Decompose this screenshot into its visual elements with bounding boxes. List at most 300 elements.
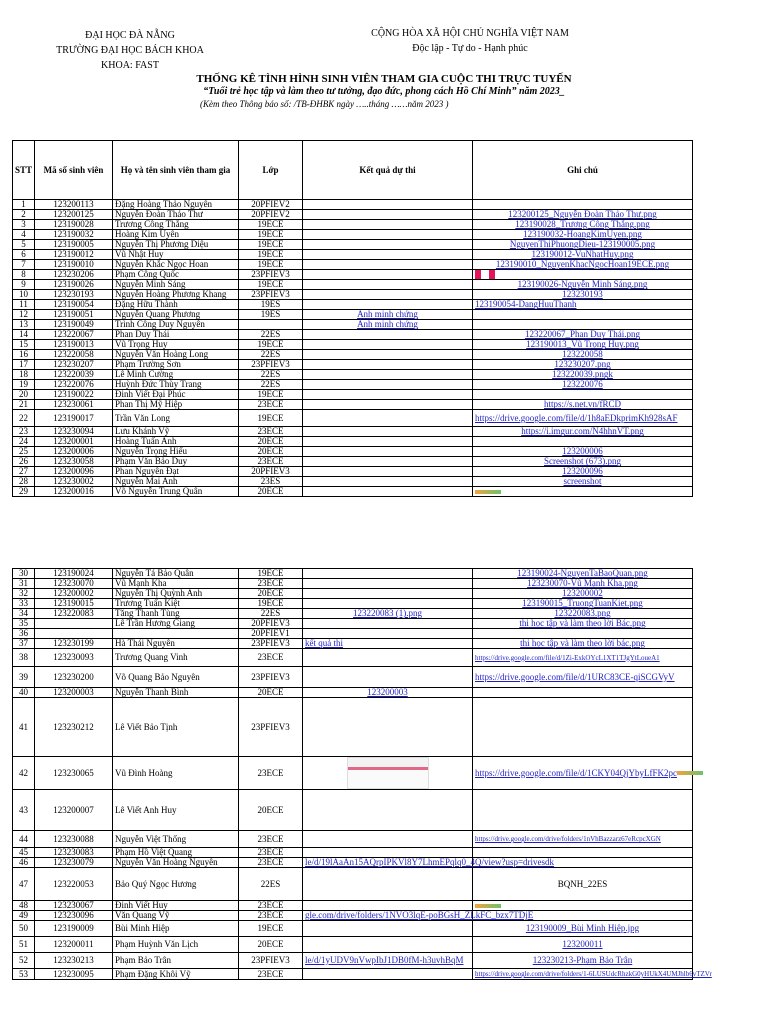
- cell-text: 10: [19, 289, 28, 300]
- country-name: CỘNG HÒA XÃ HỘI CHỦ NGHĨA VIỆT NAM: [371, 28, 569, 39]
- cell-text: Phan Thị Mỹ Hiệp: [115, 399, 183, 410]
- row-stt: [13, 487, 35, 497]
- row-note[interactable]: [473, 619, 693, 629]
- cell-text: 123230213: [53, 955, 94, 965]
- cell-text: 20: [19, 389, 28, 400]
- row-note: [473, 200, 693, 210]
- row-class: [239, 599, 303, 609]
- row-student-name: [113, 410, 239, 427]
- cell-text: 20PFIEV1: [251, 628, 290, 638]
- row-result: [303, 360, 473, 370]
- row-class: [239, 330, 303, 340]
- cell-text: 2: [21, 209, 26, 219]
- row-student-id: [35, 579, 113, 589]
- cell-text: 123190051: [53, 309, 94, 320]
- attachment-link[interactable]: 123190026-Nguyễn Minh Sáng.png: [517, 279, 648, 290]
- row-student-name: [113, 220, 239, 230]
- row-student-id: [35, 790, 113, 831]
- row-note[interactable]: [473, 360, 693, 370]
- row-student-id: [35, 901, 113, 911]
- cell-text: 123200113: [53, 199, 94, 209]
- row-student-id: [35, 230, 113, 240]
- cell-text: 22ES: [260, 379, 281, 390]
- row-note[interactable]: [473, 477, 693, 487]
- cell-text: 43: [19, 804, 28, 815]
- row-student-id: [35, 220, 113, 230]
- document-subtitle: “Tuổi trẻ học tập và làm theo tư tưởng, đạo đức, phong cách Hồ Chí Minh” năm 2023_: [203, 86, 565, 97]
- table-row: [13, 599, 693, 609]
- row-class: [239, 937, 303, 953]
- cell-text: 123230070: [53, 578, 94, 588]
- row-note: [473, 320, 693, 330]
- row-note[interactable]: [473, 300, 693, 310]
- row-student-id: [35, 457, 113, 467]
- cell-text: 51: [19, 939, 28, 949]
- row-note[interactable]: [473, 667, 693, 688]
- attachment-link[interactable]: thi học tập và làm theo lời bác.png: [520, 638, 645, 648]
- cell-text: Nguyễn Mai Anh: [115, 476, 178, 487]
- row-class: [239, 230, 303, 240]
- row-stt: [13, 901, 35, 911]
- cell-text: 22ES: [260, 608, 281, 618]
- table-row: [13, 380, 693, 390]
- row-student-id: [35, 330, 113, 340]
- attachment-link[interactable]: Ảnh minh chứng: [357, 319, 418, 330]
- cell-text: 32: [19, 588, 28, 598]
- cell-text: 123190009: [53, 923, 94, 933]
- attachment-link[interactable]: 123220083.png: [554, 608, 611, 618]
- cell-text: Phạm Bảo Trân: [115, 955, 172, 965]
- cell-text: 23ECE: [257, 847, 284, 857]
- attachment-link[interactable]: https://drive.google.com/drive/folders/1-6LUSUdcRhzkG0yHUkX4UMJhlb6vTZVr: [475, 970, 712, 978]
- row-student-name: [113, 901, 239, 911]
- row-result[interactable]: [303, 910, 534, 921]
- row-note[interactable]: [473, 921, 693, 937]
- cell-text: 123230193: [53, 289, 94, 300]
- table-row: [13, 619, 693, 629]
- row-student-id: [35, 639, 113, 649]
- row-student-id: [35, 629, 113, 639]
- cell-text: Phạm Đặng Khôi Vỹ: [115, 968, 191, 979]
- row-student-name: [113, 200, 239, 210]
- row-student-name: [113, 848, 239, 858]
- row-student-id: [35, 477, 113, 487]
- cell-text: 42: [19, 767, 28, 778]
- row-stt: [13, 599, 35, 609]
- row-result: [303, 340, 473, 350]
- row-note[interactable]: [473, 599, 693, 609]
- attachment-link[interactable]: https://drive.google.com/drive/folders/1nVhBazzarz67eRcpcXGN: [475, 835, 661, 843]
- cell-text: 23ECE: [257, 767, 284, 778]
- cell-text: 123230061: [53, 399, 94, 410]
- row-note[interactable]: [473, 639, 693, 649]
- row-note[interactable]: [473, 260, 693, 270]
- screenshot-thumbnail-icon: [347, 757, 429, 789]
- row-student-id: [35, 200, 113, 210]
- attachment-link[interactable]: 123220039.pngk: [552, 369, 613, 380]
- row-note[interactable]: [473, 757, 693, 790]
- row-student-id: [35, 487, 113, 497]
- attachment-link[interactable]: screenshot: [563, 476, 602, 487]
- cell-text: 40: [19, 687, 28, 697]
- row-student-id: [35, 858, 113, 868]
- attachment-link[interactable]: 123230213-Phạm Bảo Trân: [532, 955, 633, 965]
- row-note[interactable]: [473, 649, 693, 667]
- row-result: [303, 290, 473, 300]
- row-result[interactable]: [303, 320, 473, 330]
- row-student-name: [113, 953, 239, 969]
- attachment-link[interactable]: 123190009_Bùi Minh Hiệp.jpg: [525, 923, 640, 933]
- cell-text: 20PFIEV2: [251, 209, 290, 219]
- row-result: [303, 280, 473, 290]
- cell-text: Đặng Hữu Thành: [115, 299, 178, 310]
- attachment-link[interactable]: https://i.imgur.com/N4hhnVT.png: [521, 426, 644, 437]
- cell-text: 123220083: [53, 608, 94, 618]
- cell-text: 123230095: [53, 968, 94, 979]
- row-class: [239, 757, 303, 790]
- row-student-id: [35, 427, 113, 437]
- table-row: [13, 310, 693, 320]
- attachment-link[interactable]: 123220076: [562, 379, 603, 390]
- row-note[interactable]: [473, 427, 693, 437]
- row-note[interactable]: [473, 350, 693, 360]
- row-student-name: [113, 457, 239, 467]
- cell-text: 27: [19, 466, 28, 477]
- cell-text: 20PFIEV3: [251, 618, 290, 628]
- row-result: [303, 579, 473, 589]
- attachment-link[interactable]: 123200096: [562, 466, 603, 477]
- attachment-link[interactable]: 123200003: [367, 687, 408, 697]
- row-note[interactable]: [473, 589, 693, 599]
- cell-text: 14: [19, 329, 28, 340]
- cell-text: Võ Nguyễn Trung Quân: [115, 486, 203, 497]
- cell-text: 23ECE: [257, 833, 284, 844]
- cell-text: Nguyễn Minh Sáng: [115, 279, 186, 290]
- table-row: [13, 370, 693, 380]
- cell-text: 17: [19, 359, 28, 370]
- table-row: [13, 790, 693, 831]
- attachment-link[interactable]: 123200006: [562, 446, 603, 457]
- row-result: [303, 619, 473, 629]
- row-student-name: [113, 230, 239, 240]
- row-student-name: [113, 757, 239, 790]
- attachment-link[interactable]: https://drive.google.com/file/d/1URC83CE-qiSCGVyV: [475, 671, 675, 682]
- row-note[interactable]: [473, 240, 693, 250]
- cell-text: 41: [19, 721, 28, 732]
- attachment-link[interactable]: 123230193: [562, 289, 603, 300]
- cell-text: 48: [19, 900, 28, 910]
- row-note[interactable]: [473, 220, 693, 230]
- attachment-link[interactable]: 123200125_Nguyễn Đoàn Thảo Thư.png: [508, 209, 657, 219]
- cell-text: 20ECE: [257, 588, 284, 598]
- attachment-link[interactable]: 123190012-VuNhatHuy.png: [531, 249, 634, 259]
- row-result[interactable]: [303, 688, 473, 698]
- row-stt: [13, 360, 35, 370]
- row-student-id: [35, 688, 113, 698]
- cell-text: 35: [19, 618, 28, 628]
- row-note[interactable]: [473, 579, 693, 589]
- cell-text: Bảo Quý Ngọc Hương: [115, 878, 197, 889]
- cell-text: Vũ Đình Hoàng: [115, 767, 173, 778]
- cell-text: BQNH_22ES: [557, 878, 608, 889]
- cell-text: Văn Quang Vỹ: [115, 910, 170, 920]
- attachment-link[interactable]: le/d/19lAaAn15AQrpIPKVl8Y7LhmEPqlq0_4Q/view?usp=drivesdk: [305, 857, 555, 867]
- cell-text: 6: [21, 249, 26, 259]
- row-stt: [13, 350, 35, 360]
- row-student-id: [35, 410, 113, 427]
- attachment-link[interactable]: 123200011: [562, 939, 603, 949]
- row-student-id: [35, 437, 113, 447]
- cell-text: Nguyễn Trọng Hiếu: [115, 446, 188, 457]
- row-note[interactable]: [473, 969, 712, 980]
- cell-text: 29: [19, 486, 28, 497]
- row-class: [239, 437, 303, 447]
- row-student-name: [113, 487, 239, 497]
- cell-text: 45: [19, 847, 28, 857]
- row-stt: [13, 589, 35, 599]
- row-result: [303, 240, 473, 250]
- row-note[interactable]: [473, 953, 693, 969]
- cell-text: 34: [19, 608, 28, 618]
- row-class: [239, 969, 303, 980]
- cell-text: 26: [19, 456, 28, 467]
- row-result: [303, 599, 473, 609]
- row-note[interactable]: [473, 447, 693, 457]
- attachment-link[interactable]: 123190028_Trương Công Thắng.png: [515, 219, 650, 229]
- row-result: [303, 300, 473, 310]
- row-student-name: [113, 868, 239, 901]
- row-note[interactable]: [473, 230, 693, 240]
- row-note[interactable]: [473, 210, 693, 220]
- cell-text: 123190017: [53, 412, 94, 423]
- row-result[interactable]: [303, 310, 473, 320]
- table-row: [13, 200, 693, 210]
- row-result: [303, 380, 473, 390]
- cell-text: 19ECE: [257, 923, 284, 933]
- table-row: [13, 240, 693, 250]
- cell-text: 123220067: [53, 329, 94, 340]
- attachment-link[interactable]: 123190024-NguyenTaBaoQuan.png: [517, 568, 648, 578]
- attachment-link[interactable]: 123190032-HoangKimUyen.png: [523, 229, 642, 239]
- table-header-row: [13, 141, 693, 200]
- cell-text: 52: [19, 955, 28, 965]
- row-student-name: [113, 310, 239, 320]
- row-student-name: [113, 370, 239, 380]
- row-note[interactable]: [473, 280, 693, 290]
- attachment-link[interactable]: thi học tập và làm theo lời Bác.png: [519, 618, 646, 628]
- student-table-1: [12, 140, 693, 497]
- attachment-link[interactable]: NguyenThiPhuongDieu-123190005.png: [509, 239, 656, 249]
- row-note[interactable]: [473, 250, 693, 260]
- cell-text: 123230206: [53, 269, 94, 280]
- table-row: [13, 467, 693, 477]
- table-row: [13, 400, 693, 410]
- cell-text: 123200011: [53, 939, 94, 949]
- row-student-name: [113, 427, 239, 437]
- table-row: [13, 757, 693, 790]
- cell-text: 123230067: [53, 900, 94, 910]
- table-row: [13, 340, 693, 350]
- cell-text: 37: [19, 638, 28, 648]
- attachment-link[interactable]: 123190013_Vũ Trọng Huy.png: [526, 339, 639, 350]
- table-row: [13, 868, 693, 901]
- row-class: [239, 270, 303, 280]
- row-result[interactable]: [303, 639, 473, 649]
- row-note[interactable]: [473, 569, 693, 579]
- row-student-name: [113, 477, 239, 487]
- cell-text: 4: [21, 229, 26, 239]
- cell-text: 23ECE: [257, 857, 284, 867]
- attachment-link[interactable]: 123200002: [562, 588, 603, 598]
- row-result[interactable]: [303, 953, 473, 969]
- cell-text: Bùi Minh Hiệp: [115, 923, 170, 933]
- attachment-link[interactable]: le/d/1yUDV9nVwpIbJ1DB0fM-h3uvhBqM: [305, 955, 464, 965]
- row-note[interactable]: [473, 609, 693, 619]
- attachment-link[interactable]: 123190015_TruongTuanKiet.png: [522, 598, 643, 608]
- row-result[interactable]: [303, 609, 473, 619]
- row-stt: [13, 290, 35, 300]
- cell-text: 19ECE: [257, 339, 284, 350]
- table-row: [13, 390, 693, 400]
- table-row: [13, 437, 693, 447]
- cell-text: 22ES: [260, 878, 281, 889]
- row-student-id: [35, 310, 113, 320]
- row-stt: [13, 220, 35, 230]
- attachment-link[interactable]: https://drive.google.com/file/d/1CKY04QjYbyLfFK2pc: [475, 767, 677, 778]
- row-stt: [13, 868, 35, 901]
- row-note[interactable]: [473, 831, 693, 848]
- attachment-link[interactable]: 123190054-DangHuuThanh: [475, 299, 577, 310]
- row-note[interactable]: [473, 340, 693, 350]
- row-note[interactable]: [473, 400, 693, 410]
- row-student-name: [113, 937, 239, 953]
- row-result[interactable]: [303, 857, 555, 868]
- cell-text: 47: [19, 878, 28, 889]
- row-class: [239, 220, 303, 230]
- attachment-link[interactable]: 123220067_Phan Duy Thái.png: [524, 329, 641, 340]
- attachment-link[interactable]: 123220058: [562, 349, 603, 360]
- row-stt: [13, 240, 35, 250]
- table-row: [13, 688, 693, 698]
- row-note[interactable]: [473, 457, 693, 467]
- row-student-name: [113, 260, 239, 270]
- col-student-id: Mã số sinh viên: [35, 141, 113, 200]
- table-row: [13, 953, 693, 969]
- row-class: [239, 467, 303, 477]
- row-student-id: [35, 757, 113, 790]
- cell-text: 20ECE: [257, 687, 284, 697]
- school-name: TRƯỜNG ĐẠI HỌC BÁCH KHOA: [56, 45, 204, 56]
- row-class: [239, 487, 303, 497]
- row-student-id: [35, 609, 113, 619]
- attachment-link[interactable]: Screenshot (673).png: [544, 456, 621, 467]
- row-result: [303, 649, 473, 667]
- row-note[interactable]: [473, 380, 693, 390]
- cell-text: Nguyễn Thị Quỳnh Anh: [115, 588, 203, 598]
- row-stt: [13, 260, 35, 270]
- attachment-link[interactable]: gle.com/drive/folders/1NVO3lqE-poBGsH_ZLkFC_bzx7TDjE: [305, 910, 534, 920]
- cell-text: 22ES: [260, 349, 281, 360]
- row-student-name: [113, 240, 239, 250]
- cell-text: 123190022: [53, 389, 94, 400]
- row-student-id: [35, 619, 113, 629]
- row-note[interactable]: [473, 467, 693, 477]
- attachment-link[interactable]: https://s.net.vn/fRCD: [543, 399, 621, 410]
- cell-text: 123190013: [53, 339, 94, 350]
- row-note[interactable]: [473, 410, 693, 427]
- row-note[interactable]: [473, 937, 693, 953]
- row-student-id: [35, 599, 113, 609]
- cell-text: 49: [19, 910, 28, 920]
- cell-text: 20ECE: [257, 486, 284, 497]
- attachment-link[interactable]: Anh minh chứng: [357, 309, 418, 320]
- table-row: [13, 667, 693, 688]
- row-class: [239, 380, 303, 390]
- attachment-link[interactable]: kết quả thi: [305, 638, 343, 648]
- attachment-link[interactable]: 123230207.png: [554, 359, 611, 370]
- cell-text: 23ECE: [257, 968, 284, 979]
- cell-text: 123200002: [53, 588, 94, 598]
- row-stt: [13, 911, 35, 921]
- cell-text: 123220058: [53, 349, 94, 360]
- row-student-id: [35, 400, 113, 410]
- cell-text: 123200001: [53, 436, 94, 447]
- cell-text: 20ECE: [257, 804, 284, 815]
- table-row: [13, 831, 693, 848]
- row-stt: [13, 569, 35, 579]
- row-class: [239, 300, 303, 310]
- row-stt: [13, 390, 35, 400]
- faculty-name: KHOA: FAST: [101, 60, 159, 71]
- row-class: [239, 290, 303, 300]
- cell-text: 123230093: [53, 652, 94, 662]
- attachment-link[interactable]: 123230070-Vũ Mạnh Kha.png: [527, 578, 638, 588]
- row-note[interactable]: [473, 290, 693, 300]
- cell-text: 8: [21, 269, 26, 280]
- row-result: [303, 667, 473, 688]
- row-student-name: [113, 619, 239, 629]
- cell-text: Trương Tuấn Kiệt: [115, 598, 180, 608]
- attachment-link[interactable]: https://drive.google.com/file/d/1Zi-ExkOYcL1XT1TJgYtLoueA1: [475, 653, 660, 662]
- row-result: [303, 868, 473, 901]
- cell-text: 13: [19, 319, 28, 330]
- row-student-name: [113, 210, 239, 220]
- attachment-link[interactable]: 123190010_NguyenKhacNgocHoan19ECE.png: [495, 259, 670, 269]
- cell-text: 9: [21, 279, 26, 290]
- row-student-id: [35, 250, 113, 260]
- cell-text: 123230083: [53, 847, 94, 857]
- row-note: [473, 688, 693, 698]
- cell-text: 123230200: [53, 671, 94, 682]
- attachment-link[interactable]: https://drive.google.com/file/d/1h8aEDkprimKh928sAF: [475, 412, 678, 423]
- row-student-id: [35, 937, 113, 953]
- row-student-name: [113, 609, 239, 619]
- student-table-2: [12, 568, 712, 980]
- cell-text: 20PFIEV3: [251, 466, 290, 477]
- row-note[interactable]: [473, 330, 693, 340]
- cell-text: Nguyễn Khắc Ngọc Hoan: [115, 259, 209, 269]
- row-note[interactable]: [473, 370, 693, 380]
- row-student-name: [113, 698, 239, 757]
- cell-text: Phan Duy Thái: [115, 329, 170, 340]
- attachment-link[interactable]: 123220083 (1).png: [353, 608, 422, 618]
- cell-text: 1: [21, 199, 26, 209]
- row-stt: [13, 619, 35, 629]
- cell-text: 19ECE: [257, 229, 284, 239]
- row-student-name: [113, 320, 239, 330]
- cell-text: 123200007: [53, 804, 94, 815]
- cell-text: Đặng Hoàng Thảo Nguyên: [115, 199, 213, 209]
